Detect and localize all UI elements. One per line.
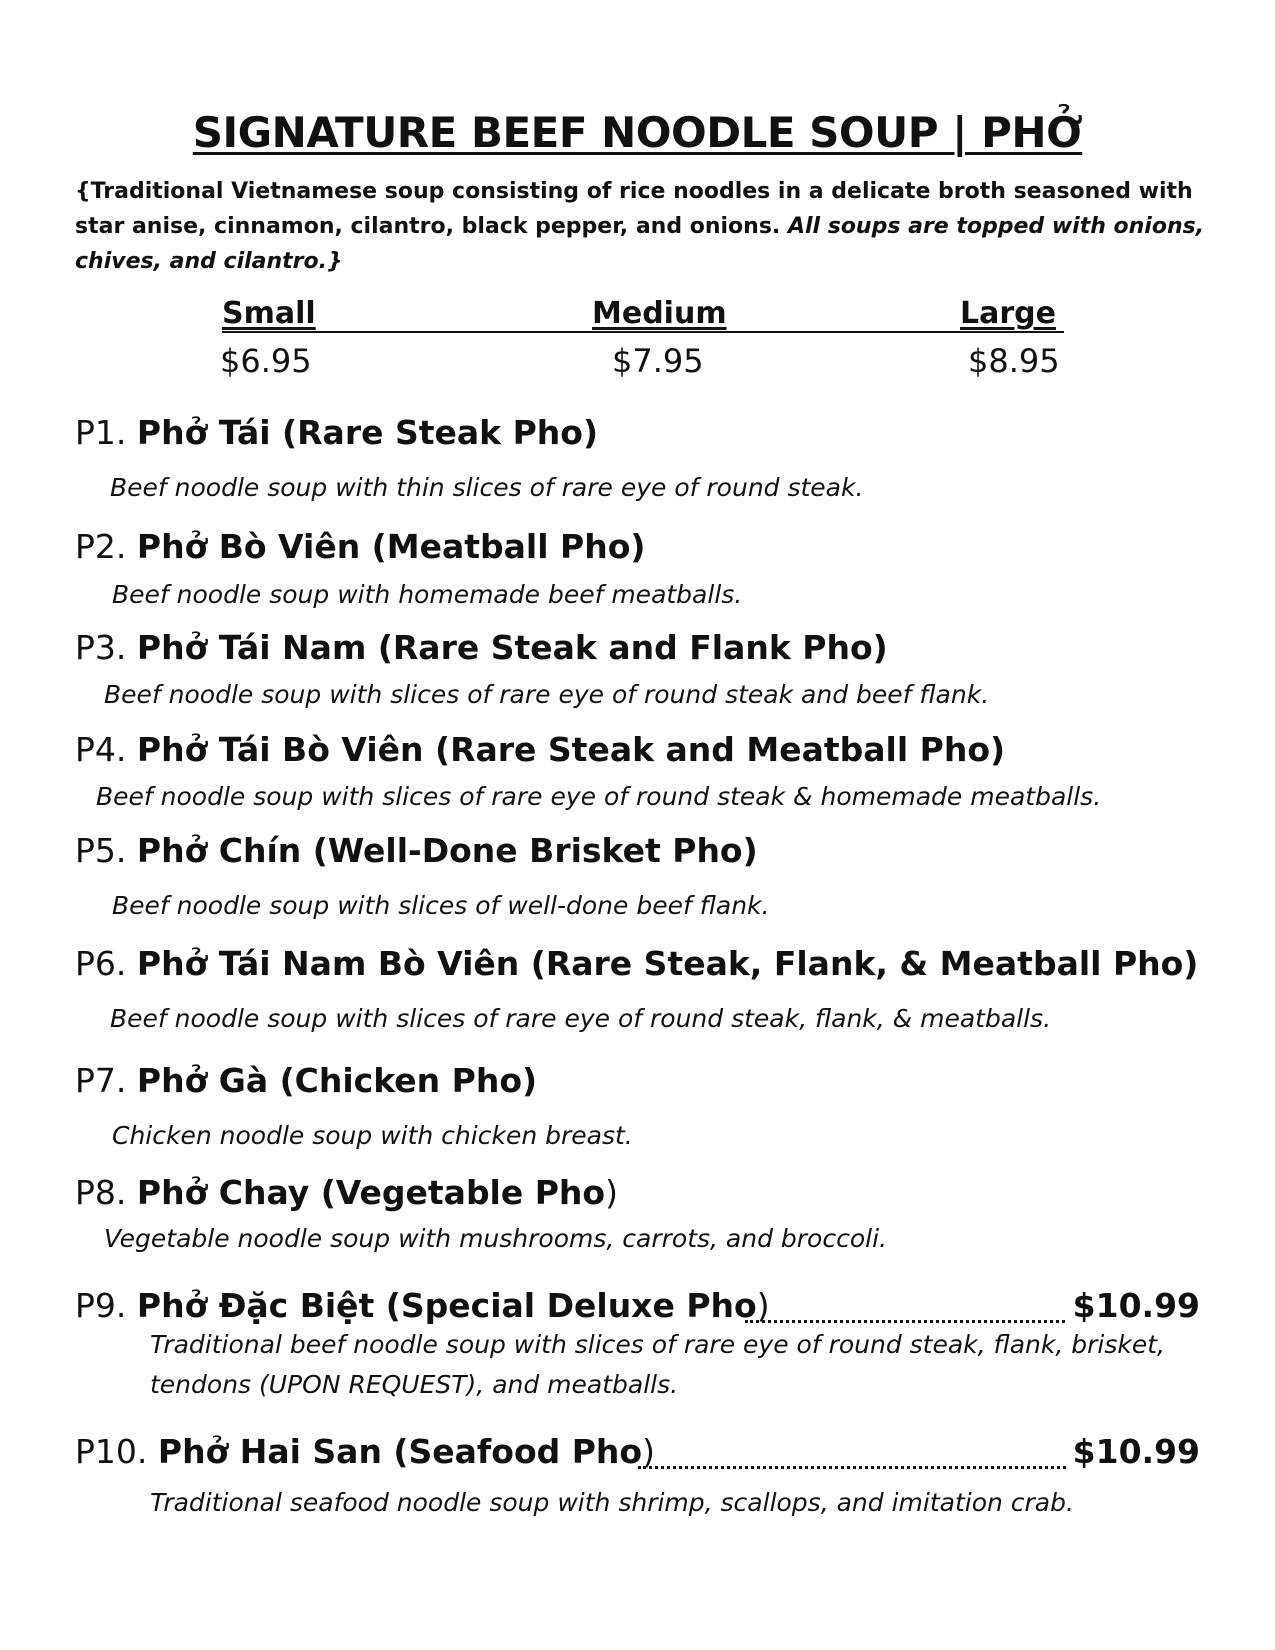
item-code: P8. [75,1173,127,1212]
menu-item-title [75,1173,618,1212]
item-description: Beef noodle soup with slices of rare eye of round steak, flank, & meatballs. [110,1004,1052,1033]
item-code: P9. [75,1286,127,1325]
item-description: Vegetable noodle soup with mushrooms, carrots, and broccoli. [104,1224,887,1253]
item-name-suffix: ) [756,1286,770,1325]
item-name: Phở Gà (Chicken Pho) [136,1061,538,1100]
menu-item-title [75,628,888,667]
item-description: Chicken noodle soup with chicken breast. [112,1121,633,1150]
size-small-price: $6.95 [220,342,312,380]
menu-item-title [75,831,758,870]
size-medium-price: $7.95 [612,342,704,380]
menu-intro [75,174,1215,279]
size-large-label: Large [960,296,1056,331]
menu-item-title [75,1432,655,1471]
size-divider [222,331,1064,333]
item-price: $10.99 [1072,1432,1200,1471]
item-name-suffix: ) [642,1432,655,1471]
intro-note: All soups are topped with onions, chives, and cilantro.} [75,214,1205,274]
item-name-suffix: ) [605,1173,618,1212]
item-name: Phở Tái Bò Viên (Rare Steak and Meatball Pho) [136,730,1006,769]
item-code: P6. [75,944,127,983]
intro-text: {Traditional Vietnamese soup consisting of rice noodles in a delicate broth seasoned with star anise, cinnamon, cilantro, black pepper, and onions. [75,179,1193,239]
menu-item-title [75,1286,770,1325]
menu-item-title [75,1061,537,1100]
item-name: Phở Chay (Vegetable Pho [136,1173,606,1212]
item-name: Phở Bò Viên (Meatball Pho) [136,527,646,566]
item-code: P1. [75,413,127,452]
menu-item-title [75,944,1198,983]
item-name: Phở Tái (Rare Steak Pho) [136,413,599,452]
item-description: Beef noodle soup with thin slices of rare eye of round steak. [110,473,864,502]
item-name: Phở Đặc Biệt (Special Deluxe Pho [136,1286,757,1325]
item-name: Phở Hai San (Seafood Pho [157,1432,643,1471]
size-small-label: Small [222,296,316,331]
size-large-price: $8.95 [968,342,1060,380]
item-code: P2. [75,527,127,566]
item-name: Phở Tái Nam (Rare Steak and Flank Pho) [136,628,888,667]
item-price: $10.99 [1072,1286,1200,1325]
menu-item-title [75,527,645,566]
item-code: P3. [75,628,127,667]
item-description: Beef noodle soup with slices of rare eye of round steak & homemade meatballs. [96,782,1102,811]
item-code: P10. [75,1432,148,1471]
item-name: Phở Chín (Well-Done Brisket Pho) [136,831,758,870]
item-description: Traditional seafood noodle soup with shrimp, scallops, and imitation crab. [150,1488,1074,1517]
menu-item-title [75,413,598,452]
item-description: Beef noodle soup with slices of rare eye of round steak and beef flank. [104,680,990,709]
item-description: Beef noodle soup with homemade beef meatballs. [112,580,743,609]
size-medium-label: Medium [592,296,727,331]
menu-title: SIGNATURE BEEF NOODLE SOUP | PHỞ [192,108,1083,157]
item-code: P5. [75,831,127,870]
item-code: P4. [75,730,127,769]
item-description: Traditional beef noodle soup with slices of rare eye of round steak, flank, brisket, tendons (UPON REQUEST), and meatballs. [150,1330,1165,1399]
menu-item-title [75,730,1005,769]
price-leader-dots [638,1436,1066,1469]
item-code: P7. [75,1061,127,1100]
item-description: Beef noodle soup with slices of well-done beef flank. [112,891,770,920]
item-name: Phở Tái Nam Bò Viên (Rare Steak, Flank, & Meatball Pho) [136,944,1199,983]
price-leader-dots [745,1290,1065,1323]
